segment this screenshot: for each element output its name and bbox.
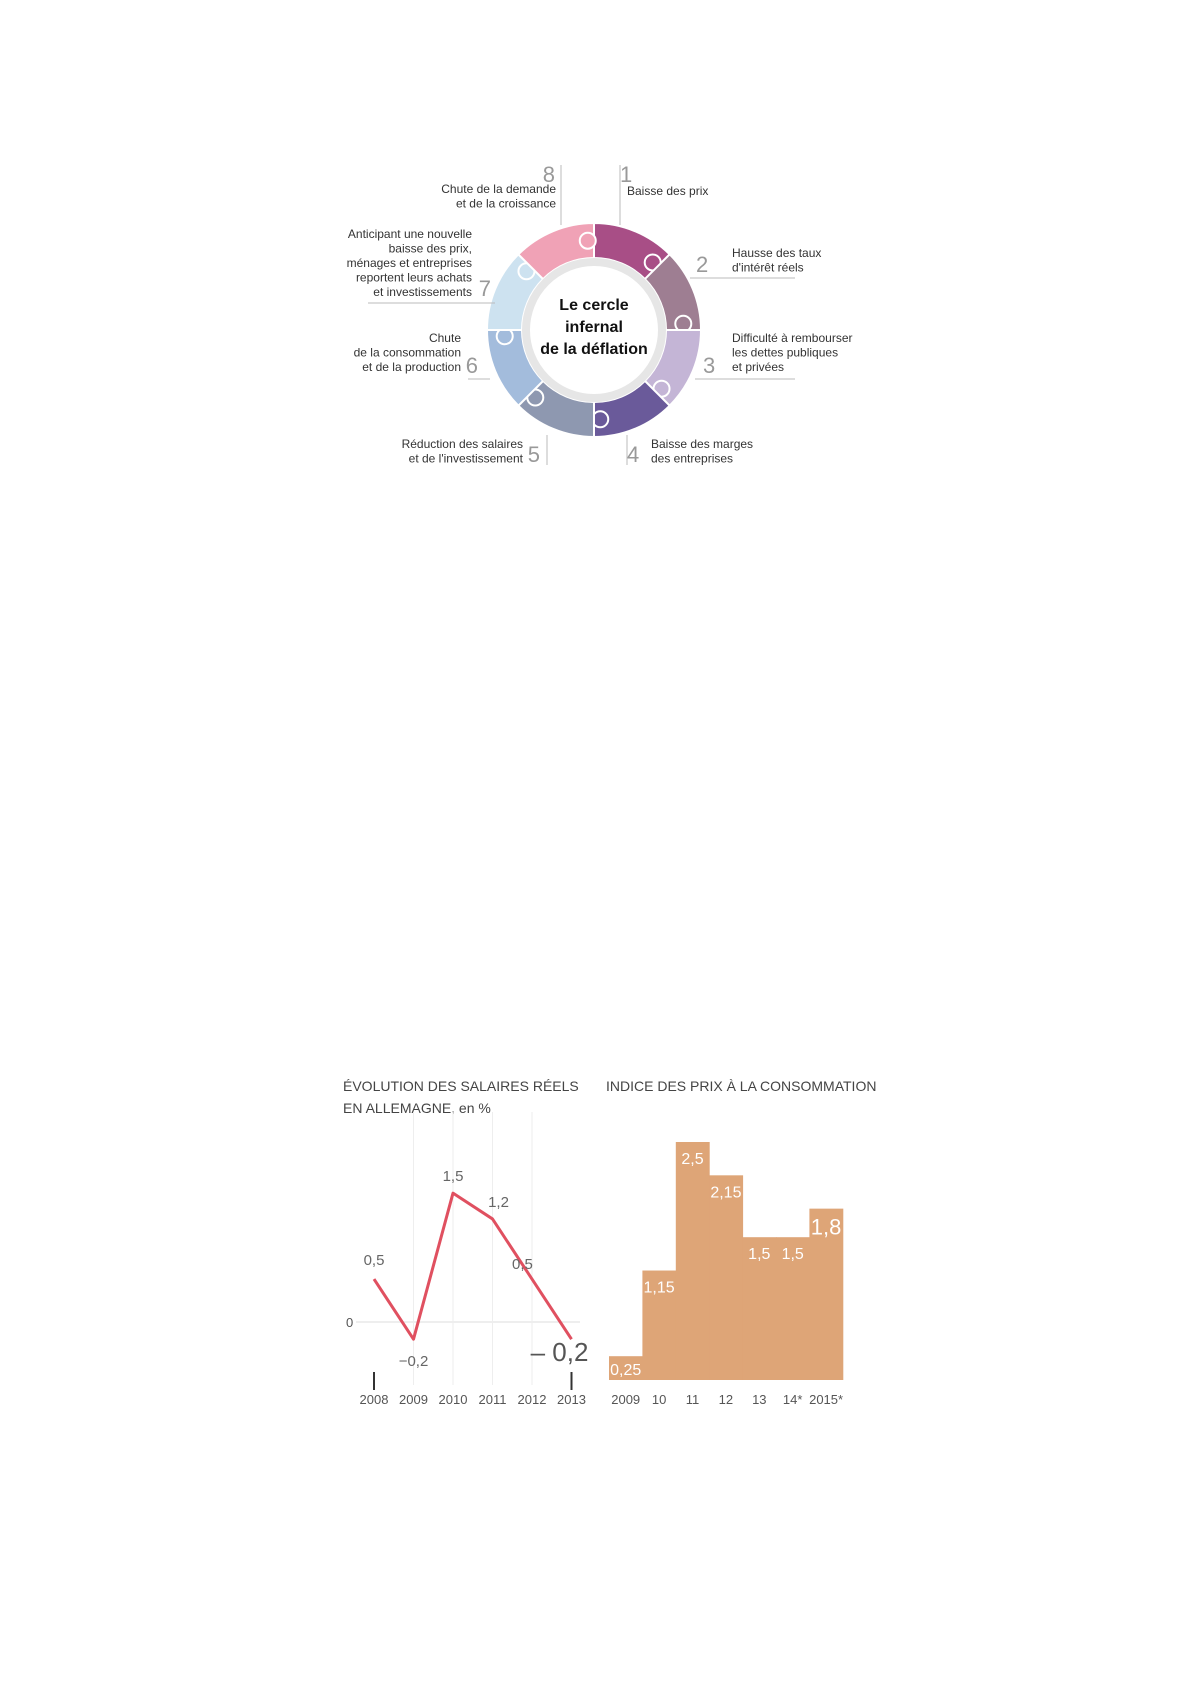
bar-x-tick-11: 11 — [685, 1392, 700, 1407]
bar-x-tick-12: 12 — [718, 1392, 734, 1407]
step-label-6: de la consommation — [353, 345, 461, 360]
step-label-4: Baisse des marges — [651, 437, 754, 451]
step-label-3: et privées — [732, 360, 785, 374]
line-x-tick-2012: 2012 — [517, 1392, 547, 1407]
step-label-7: reportent leurs achats — [355, 270, 472, 285]
bar-x-tick-2015*: 2015* — [809, 1392, 844, 1407]
step-label-7: baisse des prix, — [388, 241, 472, 256]
line-data-label-2013: – 0,2 — [530, 1337, 589, 1368]
bar-data-label-13: 1,5 — [748, 1246, 771, 1264]
step-label-6: et de la production — [362, 360, 461, 374]
step-label-4: des entreprises — [651, 451, 734, 466]
line-series — [374, 1193, 572, 1339]
line-x-tick-2008: 2008 — [359, 1392, 389, 1407]
step-number-2: 2 — [696, 252, 709, 277]
bar-12 — [709, 1175, 743, 1380]
line-data-label-2012: 0,5 — [512, 1256, 533, 1274]
step-label-6: Chute — [428, 331, 461, 345]
puzzle-knob-8 — [580, 233, 596, 249]
step-number-3: 3 — [703, 353, 716, 378]
bar-data-label-2009: 0,25 — [610, 1362, 642, 1379]
bar-data-label-2015*: 1,8 — [810, 1214, 842, 1240]
step-label-3: Difficulté à rembourser — [732, 331, 853, 345]
step-label-7: et investissements — [373, 285, 472, 299]
consumer-price-index-bar-chart — [606, 1078, 876, 1407]
line-data-label-2009: −0,2 — [398, 1353, 429, 1371]
bar-11 — [676, 1142, 710, 1380]
step-number-4: 4 — [627, 442, 640, 467]
line-chart-title: ÉVOLUTION DES SALAIRES RÉELS — [343, 1078, 579, 1094]
step-label-5: Réduction des salaires — [401, 437, 523, 451]
step-number-5: 5 — [527, 442, 540, 467]
circle-title-line: Le cercle — [559, 297, 629, 314]
line-x-tick-2009: 2009 — [399, 1392, 428, 1407]
line-data-label-2011: 1,2 — [488, 1193, 509, 1211]
line-x-tick-2010: 2010 — [438, 1392, 468, 1407]
line-data-label-2010: 1,5 — [442, 1168, 464, 1186]
bar-data-label-10: 1,15 — [643, 1279, 675, 1297]
line-x-tick-2011: 2011 — [478, 1392, 507, 1407]
step-label-3: les dettes publiques — [732, 345, 839, 360]
bar-x-tick-14*: 14* — [782, 1392, 803, 1407]
circle-title-line: infernal — [565, 319, 623, 336]
step-label-5: et de l'investissement — [408, 451, 523, 466]
bar-data-label-14*: 1,5 — [781, 1246, 804, 1264]
step-number-6: 6 — [465, 353, 478, 378]
line-chart-title: EN ALLEMAGNE, en % — [343, 1100, 491, 1116]
step-label-7: Anticipant une nouvelle — [347, 227, 472, 241]
step-label-7: ménages et entreprises — [346, 256, 472, 270]
step-label-2: d'intérêt réels — [732, 260, 804, 275]
bar-x-tick-13: 13 — [752, 1392, 767, 1407]
step-number-1: 1 — [620, 162, 633, 187]
deflation-circle-diagram — [347, 162, 853, 467]
bar-chart-title: INDICE DES PRIX À LA CONSOMMATION — [606, 1078, 877, 1094]
step-label-8: Chute de la demande — [441, 182, 556, 196]
zero-label: 0 — [346, 1315, 354, 1330]
bar-data-label-12: 2,15 — [710, 1184, 742, 1202]
step-number-7: 7 — [478, 276, 491, 301]
step-number-8: 8 — [542, 162, 555, 187]
step-label-1: Baisse des prix — [627, 184, 709, 198]
step-label-2: Hausse des taux — [732, 246, 822, 260]
circle-title-line: de la déflation — [540, 341, 648, 358]
bar-x-tick-10: 10 — [651, 1392, 667, 1407]
bar-x-tick-2009: 2009 — [611, 1392, 641, 1407]
line-x-tick-2013: 2013 — [557, 1392, 586, 1407]
bar-data-label-11: 2,5 — [681, 1151, 704, 1168]
real-wages-line-chart — [343, 1078, 588, 1407]
step-label-8: et de la croissance — [455, 196, 556, 211]
line-data-label-2008: 0,5 — [363, 1252, 385, 1270]
